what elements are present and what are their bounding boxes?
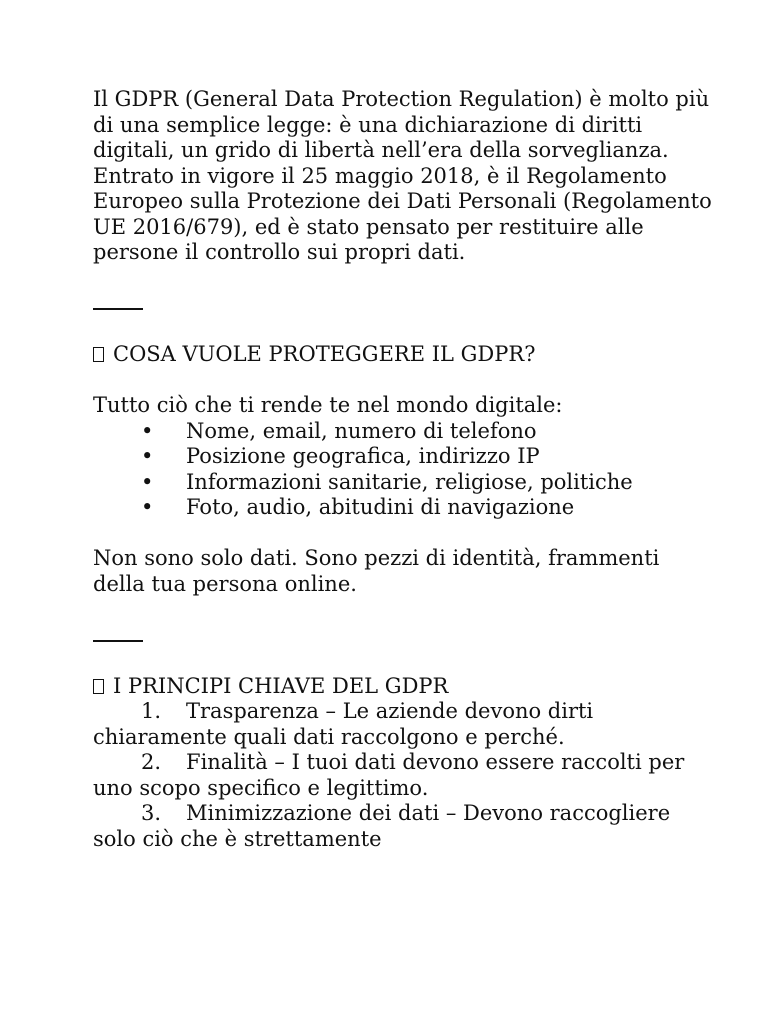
- intro-paragraph-2: Entrato in vigore il 25 maggio 2018, è il Regolamento Europeo sulla Protezione dei Dati Personali (Regolamento UE 2016/679), ed è stato pensato per restituire alle persone il controllo sui propri dati.: [93, 163, 712, 264]
- list-item-text: Informazioni sanitarie, religiose, politiche: [186, 469, 633, 494]
- bullet-icon: •: [141, 495, 154, 519]
- list-number: 2.: [141, 750, 162, 774]
- intro-paragraph-1: Il GDPR (General Data Protection Regulation) è molto più di una semplice legge: è una dichiarazione di diritti digitali, un grido di libertà nell’era della sorveglianza.: [93, 87, 710, 162]
- bullet-list: [93, 419, 713, 521]
- list-item-text: Finalità – I tuoi dati devono essere raccolti per uno scopo specifico e legittimo.: [93, 750, 685, 800]
- missing-glyph-icon: [93, 347, 104, 362]
- list-item: [93, 470, 713, 496]
- numbered-list: [93, 699, 713, 852]
- blank-line: [93, 648, 713, 674]
- blank-line: [93, 266, 713, 292]
- bullet-icon: •: [141, 418, 154, 443]
- list-item-text: Foto, audio, abitudini di navigazione: [186, 495, 575, 519]
- section-heading-principles-text: I PRINCIPI CHIAVE DEL GDPR: [113, 673, 449, 698]
- blank-line: [93, 597, 713, 623]
- document-body: [93, 87, 713, 852]
- list-item: [93, 444, 713, 470]
- section-closing: Non sono solo dati. Sono pezzi di identità, frammenti della tua persona online.: [93, 546, 660, 596]
- list-item: [93, 750, 713, 801]
- section-heading-protect: [93, 342, 713, 368]
- list-number: 3.: [141, 801, 162, 825]
- section-heading-principles: [93, 674, 713, 700]
- missing-glyph-icon: [93, 679, 104, 694]
- section-heading-protect-text: COSA VUOLE PROTEGGERE IL GDPR?: [113, 342, 536, 366]
- blank-line: [93, 368, 713, 394]
- list-item: [93, 699, 713, 750]
- list-item: [93, 419, 713, 445]
- list-item-text: Posizione geografica, indirizzo IP: [186, 444, 540, 468]
- list-item-text: Nome, email, numero di telefono: [186, 418, 537, 443]
- bullet-icon: •: [141, 444, 154, 468]
- list-number: 1.: [141, 699, 162, 723]
- list-item-text: Minimizzazione dei dati – Devono raccogliere solo ciò che è strettamente: [93, 801, 671, 851]
- blank-line: [93, 317, 713, 343]
- section-divider-1: [93, 291, 713, 317]
- list-item: [93, 801, 713, 852]
- section-divider-2: [93, 623, 713, 649]
- section-lead: Tutto ciò che ti rende te nel mondo digitale:: [93, 393, 563, 417]
- list-item: [93, 495, 713, 521]
- list-item-text: Trasparenza – Le aziende devono dirti chiaramente quali dati raccolgono e perché.: [93, 699, 594, 749]
- bullet-icon: •: [141, 469, 154, 494]
- blank-line: [93, 521, 713, 547]
